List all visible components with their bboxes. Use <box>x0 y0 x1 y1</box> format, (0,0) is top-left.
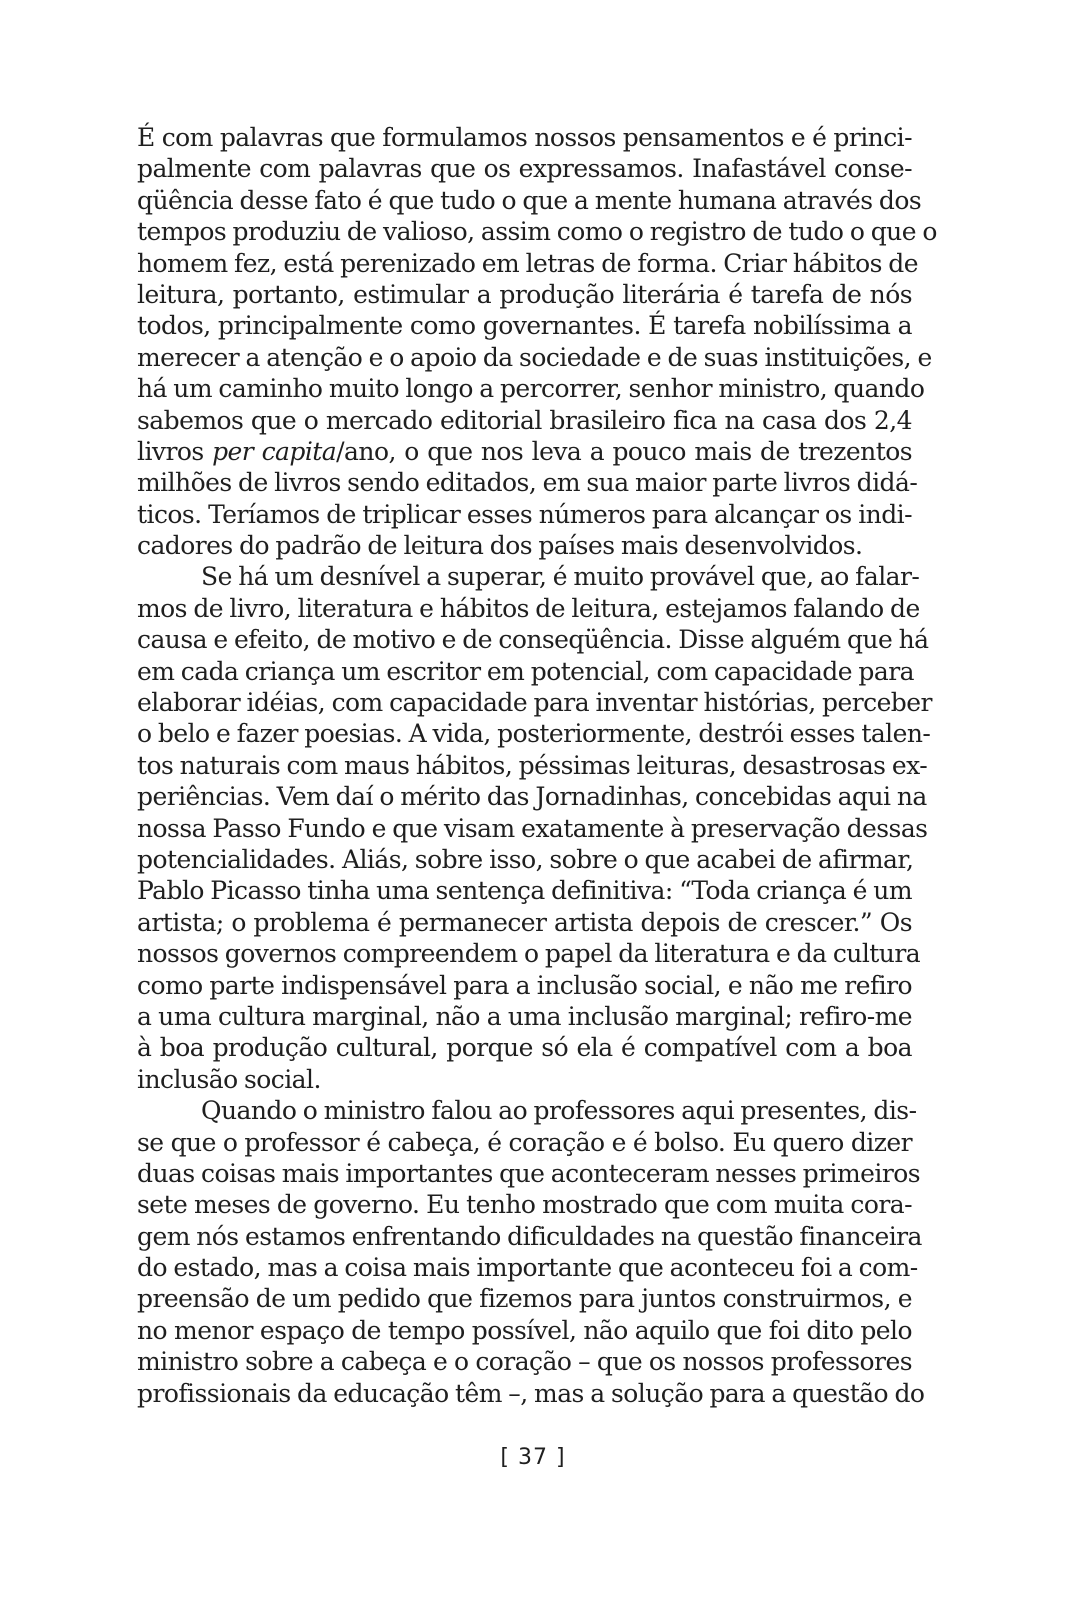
paragraph-2-line: periências. Vem daí o mérito das Jornadinhas, concebidas aqui na <box>137 782 927 812</box>
paragraph-1-line: qüência desse fato é que tudo o que a mente humana através dos <box>137 185 922 215</box>
paragraph-1-line: há um caminho muito longo a percorrer, senhor ministro, quando <box>137 374 925 404</box>
paragraph-2-line: em cada criança um escritor em potencial, com capacidade para <box>137 656 914 686</box>
paragraph-3-line: ministro sobre a cabeça e o coração – que os nossos professores <box>137 1347 912 1377</box>
paragraph-1-line: tempos produziu de valioso, assim como o registro de tudo o que o <box>137 217 937 247</box>
paragraph-3-line: no menor espaço de tempo possível, não aquilo que foi dito pelo <box>137 1315 912 1345</box>
paragraph-2-line: tos naturais com maus hábitos, péssimas leituras, desastrosas ex- <box>137 750 928 780</box>
page-number: [ 37 ] <box>500 1445 566 1470</box>
paragraph-3-line: se que o professor é cabeça, é coração e é bolso. Eu quero dizer <box>137 1127 912 1157</box>
paragraph-1-line: leitura, portanto, estimular a produção literária é tarefa de nós <box>137 279 912 309</box>
italic-term: per capita <box>212 436 337 466</box>
paragraph-1-line: cadores do padrão de leitura dos países mais desenvolvidos. <box>137 531 863 561</box>
paragraph-2-line: o belo e fazer poesias. A vida, posteriormente, destrói esses talen- <box>137 719 931 749</box>
paragraph-2-line: nossa Passo Fundo e que visam exatamente à preservação dessas <box>137 813 928 843</box>
paragraph-2-line: causa e efeito, de motivo e de conseqüência. Disse alguém que há <box>137 625 929 655</box>
paragraph-2-line: a uma cultura marginal, não a uma inclusão marginal; refiro-me <box>137 1001 912 1031</box>
paragraph-2-line: Pablo Picasso tinha uma sentença definitiva: “Toda criança é um <box>137 876 912 906</box>
paragraph-1-line: milhões de livros sendo editados, em sua maior parte livros didá- <box>137 468 918 498</box>
paragraph-3-line: profissionais da educação têm –, mas a solução para a questão do <box>137 1378 925 1408</box>
paragraph-1-line: homem fez, está perenizado em letras de forma. Criar hábitos de <box>137 248 918 278</box>
paragraph-3-line: preensão de um pedido que fizemos para juntos construirmos, e <box>137 1284 912 1314</box>
paragraph-2-line: mos de livro, literatura e hábitos de leitura, estejamos falando de <box>137 593 920 623</box>
paragraph-1-line: ticos. Teríamos de triplicar esses números para alcançar os indi- <box>137 499 912 529</box>
paragraph-1-line: É com palavras que formulamos nossos pensamentos e é princi- <box>137 123 912 152</box>
paragraph-2-line: inclusão social. <box>137 1064 321 1094</box>
paragraph-2-line: artista; o problema é permanecer artista depois de crescer.” Os <box>137 907 912 937</box>
paragraph-2-line: elaborar idéias, com capacidade para inventar histórias, perceber <box>137 688 932 718</box>
paragraph-2-line: Se há um desnível a superar, é muito provável que, ao falar- <box>201 562 920 592</box>
paragraph-2-line: como parte indispensável para a inclusão social, e não me refiro <box>137 970 912 1000</box>
paragraph-1-line: merecer a atenção e o apoio da sociedade e de suas instituições, e <box>137 342 932 372</box>
paragraph-2-line: à boa produção cultural, porque só ela é compatível com a boa <box>137 1033 912 1063</box>
paragraph-2-line: potencialidades. Aliás, sobre isso, sobre o que acabei de afirmar, <box>137 844 914 874</box>
paragraph-1-line: livros per capita/ano, o que nos leva a pouco mais de trezentos <box>137 436 912 466</box>
paragraph-1-line: palmente com palavras que os expressamos. Inafastável conse- <box>137 154 912 184</box>
paragraph-2-line: nossos governos compreendem o papel da literatura e da cultura <box>137 939 921 969</box>
paragraph-3-line: sete meses de governo. Eu tenho mostrado que com muita cora- <box>137 1190 912 1220</box>
paragraph-3-line: duas coisas mais importantes que aconteceram nesses primeiros <box>137 1158 921 1188</box>
body-text <box>137 122 937 1409</box>
paragraph-3-line: Quando o ministro falou ao professores aqui presentes, dis- <box>201 1096 917 1126</box>
paragraph-3-line: gem nós estamos enfrentando dificuldades na questão financeira <box>137 1221 922 1251</box>
paragraph-1-line: todos, principalmente como governantes. É tarefa nobilíssima a <box>137 311 912 341</box>
paragraph-1-line: sabemos que o mercado editorial brasileiro fica na casa dos 2,4 <box>137 405 912 435</box>
paragraph-3-line: do estado, mas a coisa mais importante que aconteceu foi a com- <box>137 1253 918 1283</box>
